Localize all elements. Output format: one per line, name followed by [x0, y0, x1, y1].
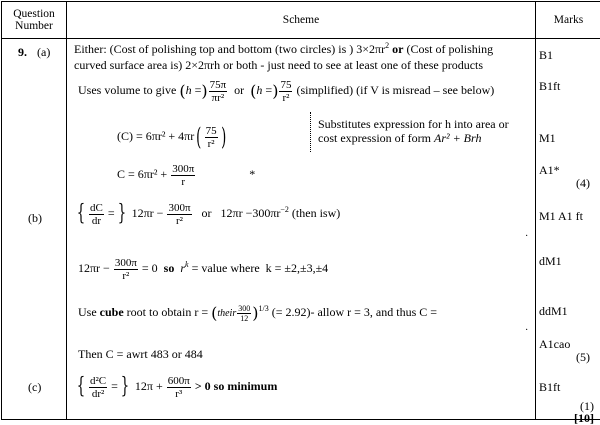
header-question-number: Question Number — [2, 2, 67, 39]
scheme-line-1: Either: (Cost of polishing top and bottom (two circles) is ) $3\times 2\pi r^2$ or (Cost of polishing — [74, 42, 493, 56]
table-body-row — [2, 39, 600, 420]
mark-subtotal-1: (1) — [580, 399, 594, 413]
cost-simplified: C = 6πr² + $\frac{300\pi}{r}$ * — [117, 159, 255, 189]
mark-subtotal-5: (5) — [576, 350, 590, 364]
scheme-line-2-text-a: curved surface area is) 2×2πrh or both — [74, 58, 257, 72]
part-a-label: (a) — [37, 45, 50, 59]
scheme-line-3-text-a: Uses volume to give — [78, 83, 176, 97]
part-c-label: (c) — [28, 380, 41, 394]
mark-scheme-table — [1, 1, 600, 420]
scheme-line-2 — [74, 58, 483, 72]
cost-expression-text: (C) = 6πr² + 4πr — [117, 129, 194, 143]
note-divider — [310, 112, 311, 152]
mark-b1ft: B1ft — [539, 79, 560, 93]
derivative-equals-zero: 12πr − $\frac{300\pi}{\text{r²}}$ = 0 so $r^k$ = value where k = ±2,±3,±4 — [78, 252, 328, 284]
mark-a1cao: A1cao — [539, 337, 570, 351]
scheme-line-1-or: or — [392, 42, 403, 56]
substitution-note-line-1: Substitutes expression for h into area or — [318, 117, 509, 131]
scheme-line-1-text-a: Either: (Cost of polishing top and bottom (two circles) is ) 3×2πr — [74, 42, 385, 56]
mark-ddm1: ddM1 — [539, 304, 568, 318]
mark-m1: M1 — [539, 131, 556, 145]
star-marker: * — [249, 167, 255, 181]
first-derivative: { $\frac{dC}{dr}$ = } 12πr − $\frac{300\pi}{\text{r²}}$ or $12\pi r -300\pi r^{-2}$ (then isw) — [74, 197, 340, 229]
header-marks: Marks — [536, 2, 600, 39]
part-b-label: (b) — [28, 211, 42, 225]
mark-a1-star: A1* — [539, 163, 560, 177]
dot-marker-2: · — [525, 325, 528, 336]
mark-m1-a1ft: M1 A1 ft — [539, 209, 583, 223]
scheme-line-2-text-b: - just need to see at least one of these products — [260, 58, 483, 72]
cube-root-step: Use cube root to obtain r = (their $\frac{300}{12}$ )$^{1/3}$ (= 2.92)- allow r = 3, and thus C = — [78, 299, 437, 327]
scheme-line-1-text-b: (Cost of polishing — [406, 42, 493, 56]
final-cost-value: Then C = awrt 483 or 484 — [78, 347, 203, 361]
question-number-cell — [2, 39, 67, 420]
question-number: 9. — [18, 45, 27, 59]
mark-total-10: [10] — [574, 411, 594, 425]
scheme-line-3-text-b: (simplified) (if V is misread – see below) — [296, 83, 494, 97]
mark-b1: B1 — [539, 48, 553, 62]
scheme-line-3-or: or — [234, 83, 244, 97]
cost-expression: (C) = 6πr² + 4πr( $\frac{75}{\text{r²}}$ ) — [117, 121, 228, 151]
mark-dm1: dM1 — [539, 254, 562, 268]
marks-cell — [536, 39, 600, 420]
substitution-note-line-2: cost expression of form Ar² + Brh — [318, 131, 509, 145]
second-derivative: { $\frac{\text{d²C}}{\text{dr²}}$ = } 12π + $\frac{600\pi}{\text{r³}}$ > 0 so minimum — [74, 370, 277, 402]
h-fraction-2: $\frac{75}{\text{r²}}$ — [279, 79, 292, 104]
table-header-row — [2, 2, 600, 39]
h-fraction-1: $\frac{75\pi}{\text{πr²}}$ — [209, 79, 228, 104]
cost-simplified-text: C = 6πr² + — [117, 167, 167, 181]
scheme-cell — [67, 39, 536, 420]
scheme-line-3: Uses volume to give (h =) $\frac{75\pi}{\text{πr²}}$ or (h =) $\frac{75}{\text{r²}}$ (simplified) (if V is misread – see below) — [78, 77, 494, 104]
header-scheme: Scheme — [67, 2, 536, 39]
mark-subtotal-4: (4) — [576, 176, 590, 190]
mark-b1ft-c: B1ft — [539, 380, 560, 394]
dot-marker-1: · — [525, 231, 528, 242]
substitution-note — [318, 117, 509, 145]
